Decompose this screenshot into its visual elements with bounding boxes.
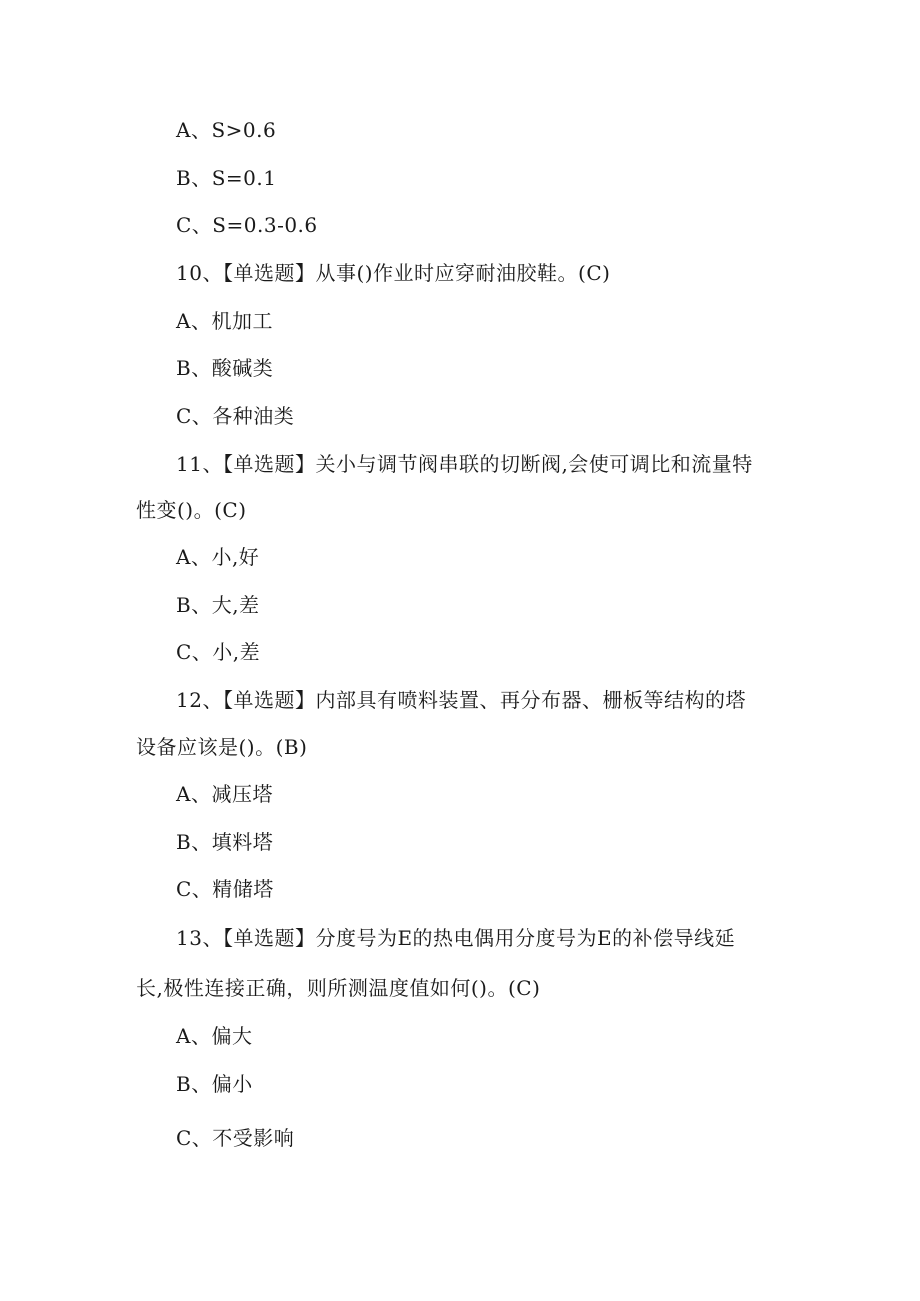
question-stem-continued: 设备应该是()。(B) [136,735,308,759]
option-c: C、精储塔 [176,877,274,901]
option-b: B、酸碱类 [176,356,274,380]
option-c: C、各种油类 [176,404,295,428]
option-a: A、减压塔 [176,782,273,806]
option-c: C、S=0.3-0.6 [176,213,318,237]
question-stem-continued: 长,极性连接正确，则所测温度值如何()。(C) [136,976,541,1000]
question-stem: 13、【单选题】分度号为E的热电偶用分度号为E的补偿导线延 [176,926,736,950]
option-b: B、填料塔 [176,830,274,854]
option-b: B、大,差 [176,593,260,617]
option-a: A、机加工 [176,309,273,333]
question-stem: 11、【单选题】关小与调节阀串联的切断阀,会使可调比和流量特 [176,452,753,476]
option-b: B、偏小 [176,1072,253,1096]
option-a: A、小,好 [176,545,260,569]
option-c: C、不受影响 [176,1126,295,1150]
option-a: A、S>0.6 [176,118,277,142]
option-c: C、小,差 [176,640,261,664]
option-a: A、偏大 [176,1024,253,1048]
option-b: B、S=0.1 [176,166,277,190]
question-stem: 10、【单选题】从事()作业时应穿耐油胶鞋。(C) [176,261,611,285]
question-stem: 12、【单选题】内部具有喷料装置、再分布器、栅板等结构的塔 [176,688,746,712]
question-stem-continued: 性变()。(C) [136,498,247,522]
